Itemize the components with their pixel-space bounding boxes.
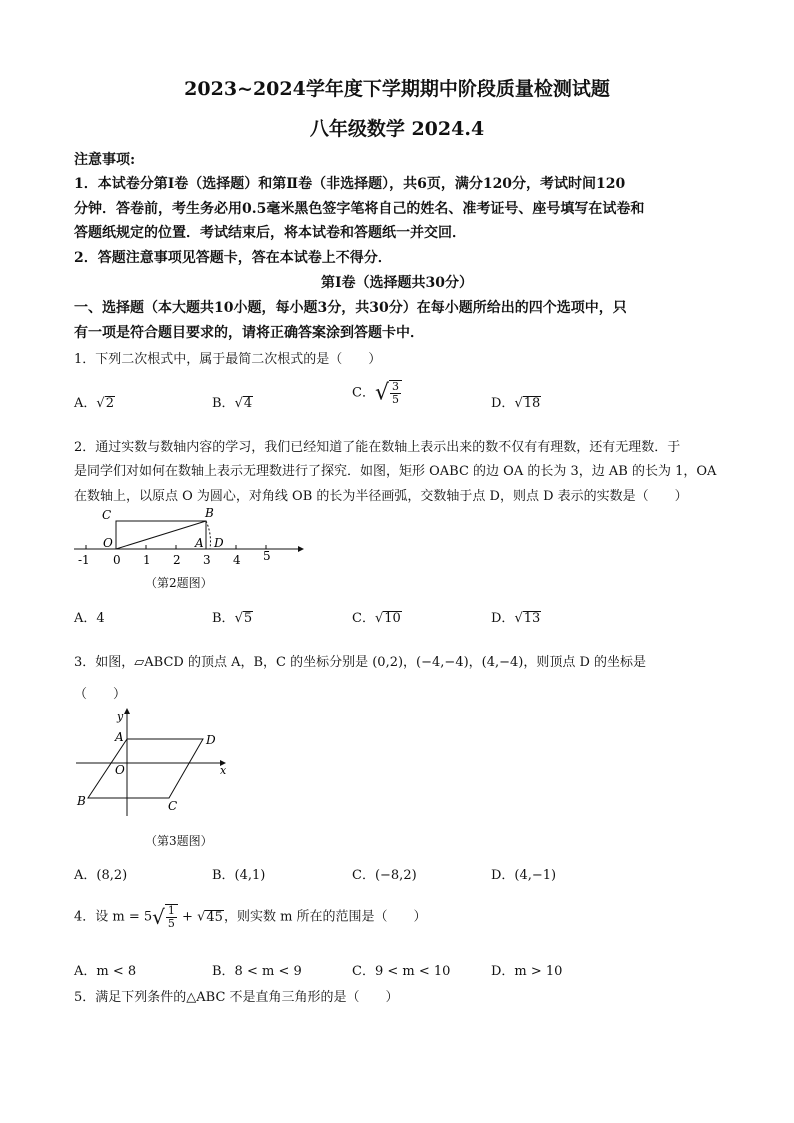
radicand: 4 [243, 396, 253, 411]
q3-line-2: （ ） [74, 687, 127, 702]
axis-arrow [298, 546, 304, 552]
radicand: 45 [206, 909, 223, 925]
q3-option-c: C．(−8,2) [352, 868, 417, 883]
q1-option-b: B．√4 [212, 396, 253, 411]
q4-option-a: A．m < 8 [74, 964, 137, 979]
point-label-d: D [206, 733, 216, 747]
q1-option-c: C．√ $\frac{3}{5}$ [352, 380, 402, 406]
point-label-o: O [115, 763, 125, 777]
q2-line-3: 在数轴上，以原点 O 为圆心，对角线 OB 的长为半径画弧，交数轴于点 D，则点 D 表示的实数是（ ） [74, 489, 688, 504]
notice-line-3: 答题纸规定的位置．考试结束后，将本试卷和答题纸一并交回． [74, 225, 466, 241]
point-label-b: B [205, 506, 214, 520]
tick-marks [86, 545, 266, 549]
q2-line-2: 是同学们对如何在数轴上表示无理数进行了探究．如图，矩形 OABC 的边 OA 的长为 3，边 AB 的长为 1，OA [74, 464, 717, 479]
q2-option-c: C．√10 [352, 611, 401, 626]
q1-stem: 1．下列二次根式中，属于最简二次根式的是（ ） [74, 352, 382, 367]
tick-label: 4 [233, 553, 241, 567]
point-label-o: O [103, 536, 113, 550]
radicand: 2 [105, 396, 114, 411]
notice-heading: 注意事项: [74, 152, 136, 168]
point-label-a: A [195, 536, 204, 550]
tick-label: 0 [113, 553, 121, 567]
q3-line-1: 3．如图，▱ABCD 的顶点 A，B，C 的坐标分别是 (0,2)，(−4,−4)，(4,−4)，则顶点 D 的坐标是 [74, 655, 647, 670]
q3-option-d: D．(4,−1) [491, 868, 557, 883]
y-axis-arrow [124, 708, 130, 714]
q4-option-c: C．9 < m < 10 [352, 964, 451, 979]
axis-label-x: x [220, 764, 227, 777]
point-label-d: D [214, 536, 224, 550]
q2-line-1: 2．通过实数与数轴内容的学习，我们已经知道了能在数轴上表示出来的数不仅有有理数，还有无理数．于 [74, 440, 681, 455]
option-label: D． [491, 396, 515, 411]
tick-label: 1 [143, 553, 151, 567]
q2-option-d: D．√13 [491, 611, 541, 626]
arc-bd [206, 521, 211, 549]
part1-instruction-2: 有一项是符合题目要求的，请将正确答案涂到答题卡中． [74, 325, 424, 341]
axis-label-y: y [117, 710, 124, 723]
q3-option-b: B．(4,1) [212, 868, 266, 883]
q2-option-b: B．√5 [212, 611, 253, 626]
point-label-a: A [115, 730, 124, 744]
q2-figure-caption: （第2题图） [145, 576, 213, 590]
q3-figure-caption: （第3题图） [145, 834, 213, 848]
q3-parallelogram-figure [72, 708, 232, 818]
notice-line-4: 2．答题注意事项见答题卡，答在本试卷上不得分． [74, 250, 392, 266]
option-label: C． [352, 385, 375, 401]
part1-instruction-1: 一、选择题（本大题共10小题，每小题3分，共30分）在每小题所给出的四个选项中，只 [74, 300, 627, 316]
tick-label: 2 [173, 553, 181, 567]
tick-label: 5 [263, 549, 271, 563]
q1-option-d: D．√18 [491, 396, 541, 411]
radicand: 5 [243, 611, 253, 626]
notice-line-1: 1．本试卷分第Ⅰ卷（选择题）和第Ⅱ卷（非选择题），共6页，满分120分，考试时间120 [74, 176, 626, 192]
tick-label: 3 [203, 553, 211, 567]
radicand: 13 [523, 611, 541, 626]
parallelogram-abcd [88, 739, 203, 798]
option-label: B． [212, 396, 235, 411]
point-label-c: C [102, 508, 112, 522]
q2-number-line-figure [70, 502, 305, 572]
q5-stem: 5．满足下列条件的△ABC 不是直角三角形的是（ ） [74, 990, 399, 1005]
q2-option-a: A．4 [74, 611, 105, 626]
fraction: $\frac{1}{5}$ [165, 904, 178, 930]
exam-title: 2023~2024学年度下学期期中阶段质量检测试题 [184, 78, 610, 100]
point-label-c: C [168, 799, 178, 813]
exam-subtitle: 八年级数学 2024.4 [309, 118, 485, 140]
part1-title: 第Ⅰ卷（选择题共30分） [320, 275, 474, 291]
q4-option-b: B．8 < m < 9 [212, 964, 302, 979]
radicand: 10 [384, 611, 401, 626]
q4-option-d: D．m > 10 [491, 964, 563, 979]
point-label-b: B [77, 794, 86, 808]
fraction: $\frac{3}{5}$ [389, 380, 402, 406]
tick-label: -1 [78, 553, 90, 567]
q4-stem: 4．设 m = 5√ $\frac{1}{5}$ + √45，则实数 m 所在的范围是（ ） [74, 904, 427, 931]
q1-option-a: A．√2 [74, 396, 114, 411]
option-label: A． [74, 396, 97, 411]
radicand: 18 [523, 396, 541, 411]
q3-option-a: A．(8,2) [74, 868, 128, 883]
notice-line-2: 分钟．答卷前，考生务必用0.5毫米黑色签字笔将自己的姓名、准考证号、座号填写在试卷和 [74, 201, 645, 217]
diagonal-ob [116, 521, 206, 549]
